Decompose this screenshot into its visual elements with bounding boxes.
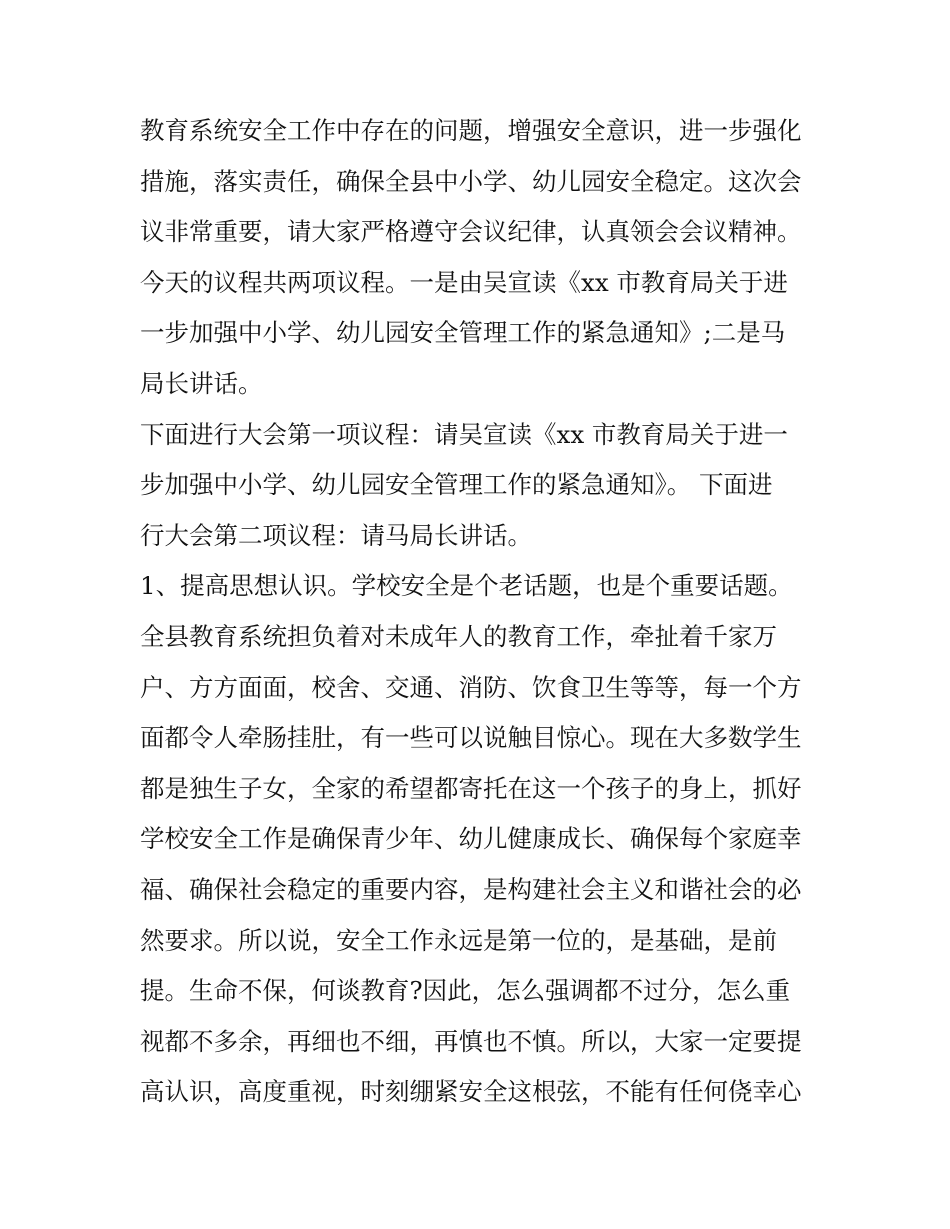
text-line: 今天的议程共两项议程。一是由吴宣读《xx 市教育局关于进 — [140, 267, 788, 297]
text-line: 学校安全工作是确保青少年、幼儿健康成长、确保每个家庭幸 — [140, 824, 802, 854]
text-line: 然要求。所以说，安全工作永远是第一位的，是基础，是前 — [140, 925, 777, 955]
text-line: 措施，落实责任，确保全县中小学、幼儿园安全稳定。这次会 — [140, 166, 802, 196]
text-line: 局长讲话。 — [140, 368, 263, 398]
text-line: 行大会第二项议程：请马局长讲话。 — [140, 520, 532, 550]
text-line: 高认识，高度重视，时刻绷紧安全这根弦，不能有任何侥幸心 — [140, 1077, 802, 1107]
text-line: 都是独生子女，全家的希望都寄托在这一个孩子的身上，抓好 — [140, 773, 802, 803]
text-line: 全县教育系统担负着对未成年人的教育工作，牵扯着千家万 — [140, 621, 777, 651]
text-line: 下面进行大会第一项议程：请吴宣读《xx 市教育局关于进一 — [140, 419, 788, 449]
text-line: 议非常重要，请大家严格遵守会议纪律，认真领会会议精神。 — [140, 217, 802, 247]
text-line: 1、提高思想认识。学校安全是个老话题，也是个重要话题。 — [140, 571, 793, 601]
text-line: 面都令人牵肠挂肚，有一些可以说触目惊心。现在大多数学生 — [140, 723, 802, 753]
text-line: 福、确保社会稳定的重要内容，是构建社会主义和谐社会的必 — [140, 874, 802, 904]
text-line: 提。生命不保，何谈教育?因此，怎么强调都不过分，怎么重 — [140, 976, 791, 1006]
text-line: 步加强中小学、幼儿园安全管理工作的紧急通知》。 下面进 — [140, 470, 773, 500]
text-line: 户、方方面面，校舍、交通、消防、饮食卫生等等，每一个方 — [140, 672, 802, 702]
text-line: 一步加强中小学、幼儿园安全管理工作的紧急通知》;二是马 — [140, 318, 786, 348]
text-line: 视都不多余，再细也不细，再慎也不慎。所以，大家一定要提 — [140, 1026, 802, 1056]
text-line: 教育系统安全工作中存在的问题，增强安全意识，进一步强化 — [140, 116, 802, 145]
body-text — [140, 106, 820, 1118]
